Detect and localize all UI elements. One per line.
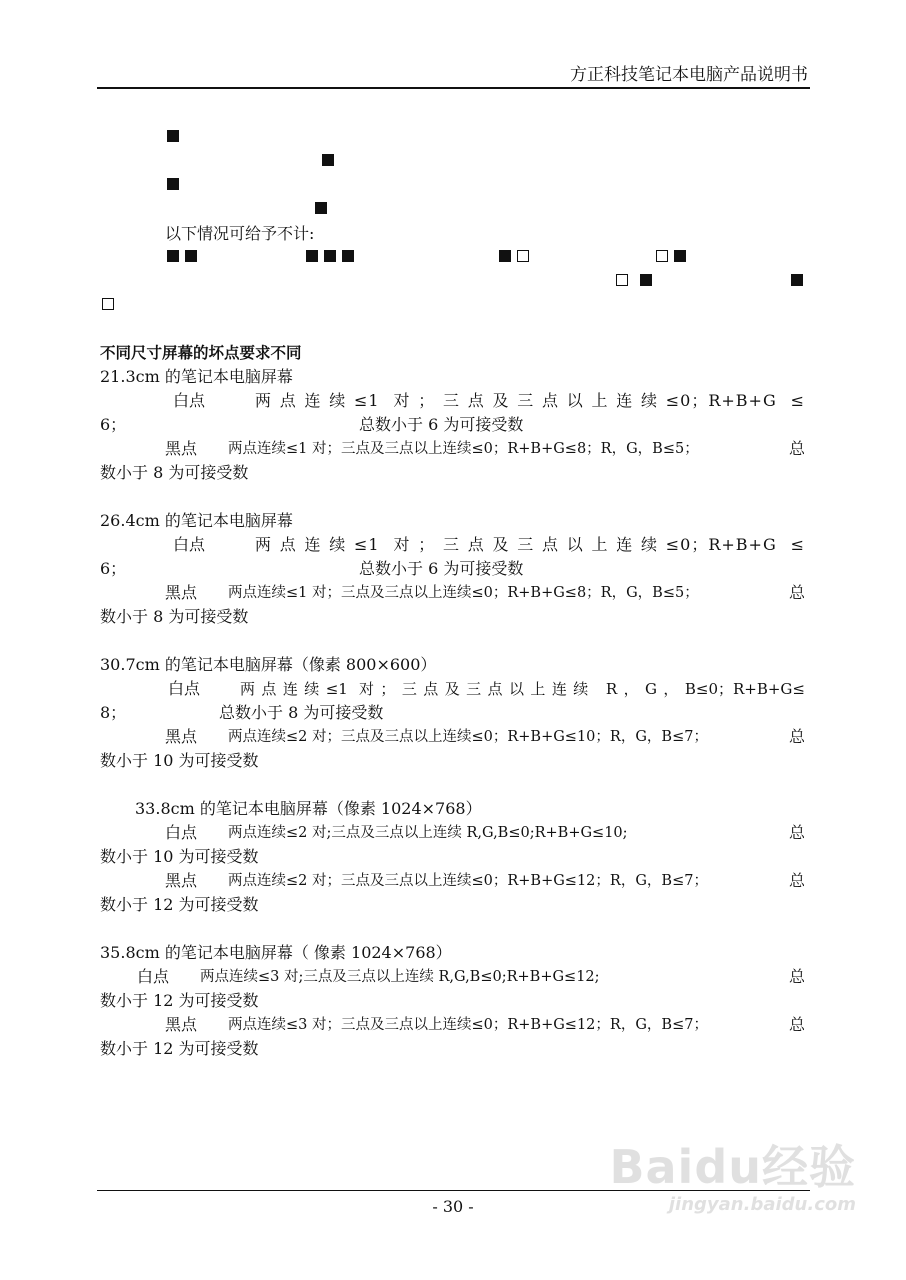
filled-pixel-square bbox=[167, 130, 179, 142]
white-total-start: 总 bbox=[789, 967, 806, 986]
watermark-url: jingyan.baidu.com bbox=[668, 1194, 856, 1215]
filled-pixel-square bbox=[499, 250, 511, 262]
black-label: 黑点 bbox=[165, 1015, 198, 1034]
header-rule bbox=[97, 87, 810, 89]
screen-title: 35.8cm 的笔记本电脑屏幕（ 像素 1024×768） bbox=[100, 943, 452, 962]
white-rule: 两点连续≤1 对；三点及三点以上连续≤0；R+B+G ≤ bbox=[255, 535, 805, 554]
filled-pixel-square bbox=[167, 250, 179, 262]
black-total-start: 总 bbox=[789, 583, 806, 602]
filled-pixel-square bbox=[791, 274, 803, 286]
empty-pixel-square bbox=[616, 274, 628, 286]
filled-pixel-square bbox=[185, 250, 197, 262]
screen-title: 30.7cm 的笔记本电脑屏幕（像素 800×600） bbox=[100, 655, 437, 674]
watermark-logo: Baidu经验 bbox=[609, 1140, 856, 1194]
empty-pixel-square bbox=[656, 250, 668, 262]
black-rule: 两点连续≤3 对；三点及三点以上连续≤0；R+B+G≤12；R，G，B≤7； bbox=[228, 1017, 708, 1033]
white-label: 白点 bbox=[173, 391, 206, 410]
black-total: 数小于 8 为可接受数 bbox=[100, 463, 249, 482]
empty-pixel-square bbox=[517, 250, 529, 262]
black-label: 黑点 bbox=[165, 439, 198, 458]
white-rule: 两点连续≤2 对;三点及三点以上连续 R,G,B≤0;R+B+G≤10; bbox=[228, 825, 628, 841]
black-total: 数小于 12 为可接受数 bbox=[100, 895, 259, 914]
filled-pixel-square bbox=[315, 202, 327, 214]
white-rule-wrap: 8； bbox=[100, 703, 127, 722]
filled-pixel-square bbox=[324, 250, 336, 262]
filled-pixel-square bbox=[306, 250, 318, 262]
black-total-start: 总 bbox=[789, 1015, 806, 1034]
black-total: 数小于 8 为可接受数 bbox=[100, 607, 249, 626]
black-total-start: 总 bbox=[789, 727, 806, 746]
black-rule: 两点连续≤2 对；三点及三点以上连续≤0；R+B+G≤12；R，G，B≤7； bbox=[228, 873, 708, 889]
white-total: 数小于 12 为可接受数 bbox=[100, 991, 259, 1010]
black-total-start: 总 bbox=[789, 871, 806, 890]
filled-pixel-square bbox=[167, 178, 179, 190]
white-label: 白点 bbox=[168, 679, 201, 698]
white-label: 白点 bbox=[165, 823, 198, 842]
intro-text: 以下情况可给予不计: bbox=[165, 224, 315, 243]
black-total-start: 总 bbox=[789, 439, 806, 458]
white-rule: 两点连续≤3 对;三点及三点以上连续 R,G,B≤0;R+B+G≤12; bbox=[200, 969, 600, 985]
white-total: 总数小于 8 为可接受数 bbox=[219, 703, 384, 722]
white-rule-wrap: 6； bbox=[100, 415, 127, 434]
black-total: 数小于 10 为可接受数 bbox=[100, 751, 259, 770]
white-total: 总数小于 6 为可接受数 bbox=[359, 415, 524, 434]
black-label: 黑点 bbox=[165, 583, 198, 602]
page-number: - 30 - bbox=[432, 1197, 474, 1216]
black-rule: 两点连续≤1 对；三点及三点以上连续≤0；R+B+G≤8；R，G，B≤5； bbox=[228, 441, 699, 457]
white-label: 白点 bbox=[173, 535, 206, 554]
white-label: 白点 bbox=[137, 967, 170, 986]
black-rule: 两点连续≤1 对；三点及三点以上连续≤0；R+B+G≤8；R，G，B≤5； bbox=[228, 585, 699, 601]
filled-pixel-square bbox=[342, 250, 354, 262]
black-rule: 两点连续≤2 对；三点及三点以上连续≤0；R+B+G≤10；R，G，B≤7； bbox=[228, 729, 708, 745]
black-total: 数小于 12 为可接受数 bbox=[100, 1039, 259, 1058]
white-rule: 两点连续≤1 对；三点及三点以上连续≤0；R+B+G ≤ bbox=[255, 391, 805, 410]
empty-pixel-square bbox=[102, 298, 114, 310]
screen-title: 26.4cm 的笔记本电脑屏幕 bbox=[100, 511, 293, 530]
filled-pixel-square bbox=[322, 154, 334, 166]
white-rule: 两点连续≤1 对；三点及三点以上连续 R，G，B≤0；R+B+G≤ bbox=[240, 680, 805, 698]
filled-pixel-square bbox=[674, 250, 686, 262]
black-label: 黑点 bbox=[165, 871, 198, 890]
screen-title: 33.8cm 的笔记本电脑屏幕（像素 1024×768） bbox=[135, 799, 482, 818]
section-title: 不同尺寸屏幕的坏点要求不同 bbox=[100, 344, 302, 362]
baidu-watermark bbox=[609, 1140, 856, 1216]
white-total: 总数小于 6 为可接受数 bbox=[359, 559, 524, 578]
white-rule-wrap: 6； bbox=[100, 559, 127, 578]
white-total: 数小于 10 为可接受数 bbox=[100, 847, 259, 866]
filled-pixel-square bbox=[640, 274, 652, 286]
header-title: 方正科技笔记本电脑产品说明书 bbox=[570, 65, 808, 85]
white-total-start: 总 bbox=[789, 823, 806, 842]
black-label: 黑点 bbox=[165, 727, 198, 746]
screen-title: 21.3cm 的笔记本电脑屏幕 bbox=[100, 367, 293, 386]
